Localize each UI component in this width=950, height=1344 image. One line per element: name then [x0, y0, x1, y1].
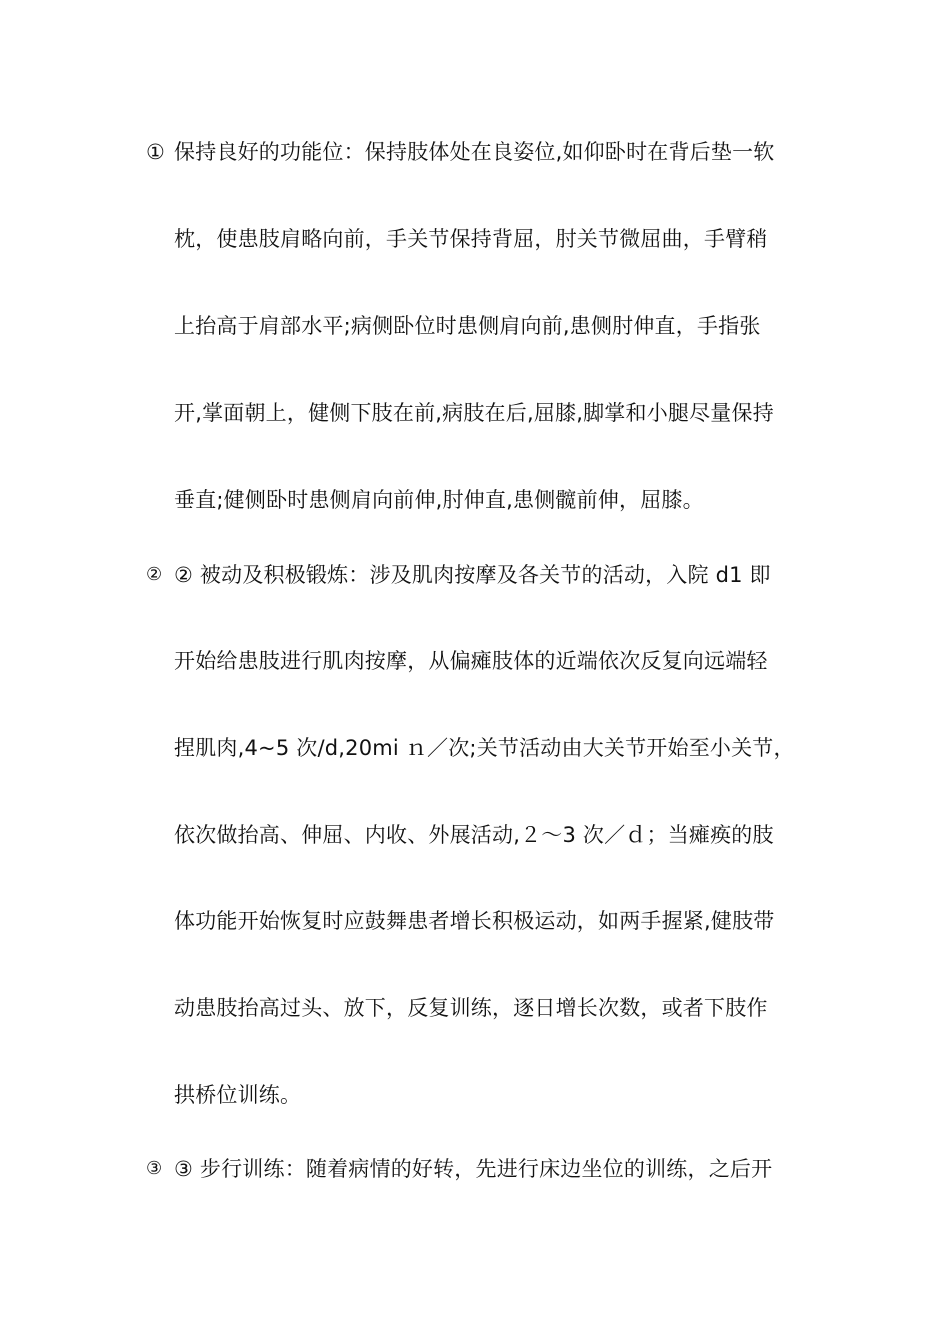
text-line: ② 被动及积极锻炼：涉及肌肉按摩及各关节的活动，入院 d1 即 — [174, 563, 771, 587]
text-line: 垂直;健侧卧时患侧肩向前伸,肘伸直,患侧髋前伸，屈膝。 — [174, 488, 704, 512]
list-marker: ① — [146, 140, 165, 164]
text-line: 体功能开始恢复时应鼓舞患者增长积极运动，如两手握紧,健肢带 — [174, 909, 775, 933]
text-line: 开,掌面朝上，健侧下肢在前,病肢在后,屈膝,脚掌和小腿尽量保持 — [174, 401, 774, 425]
text-line: 捏肌肉,4~5 次/d,20mi ｎ／次;关节活动由大关节开始至小关节， — [174, 736, 795, 760]
text-line: 上抬高于肩部水平;病侧卧位时患侧肩向前,患侧肘伸直，手指张 — [174, 314, 761, 338]
text-line: 依次做抬高、伸屈、内收、外展活动,２～3 次／ｄ；当瘫痪的肢 — [174, 823, 774, 847]
text-line: 拱桥位训练。 — [174, 1083, 302, 1107]
text-line: 枕，使患肢肩略向前，手关节保持背屈，肘关节微屈曲，手臂稍 — [174, 227, 768, 251]
text-line: 保持良好的功能位：保持肢体处在良姿位,如仰卧时在背后垫一软 — [174, 140, 775, 164]
list-marker: ③ — [146, 1158, 163, 1179]
text-line: 开始给患肢进行肌肉按摩，从偏瘫肢体的近端依次反复向远端轻 — [174, 649, 768, 673]
list-marker: ② — [146, 564, 163, 585]
text-line: 动患肢抬高过头、放下，反复训练，逐日增长次数，或者下肢作 — [174, 996, 768, 1020]
text-line: ③ 步行训练：随着病情的好转，先进行床边坐位的训练，之后开 — [174, 1157, 773, 1181]
